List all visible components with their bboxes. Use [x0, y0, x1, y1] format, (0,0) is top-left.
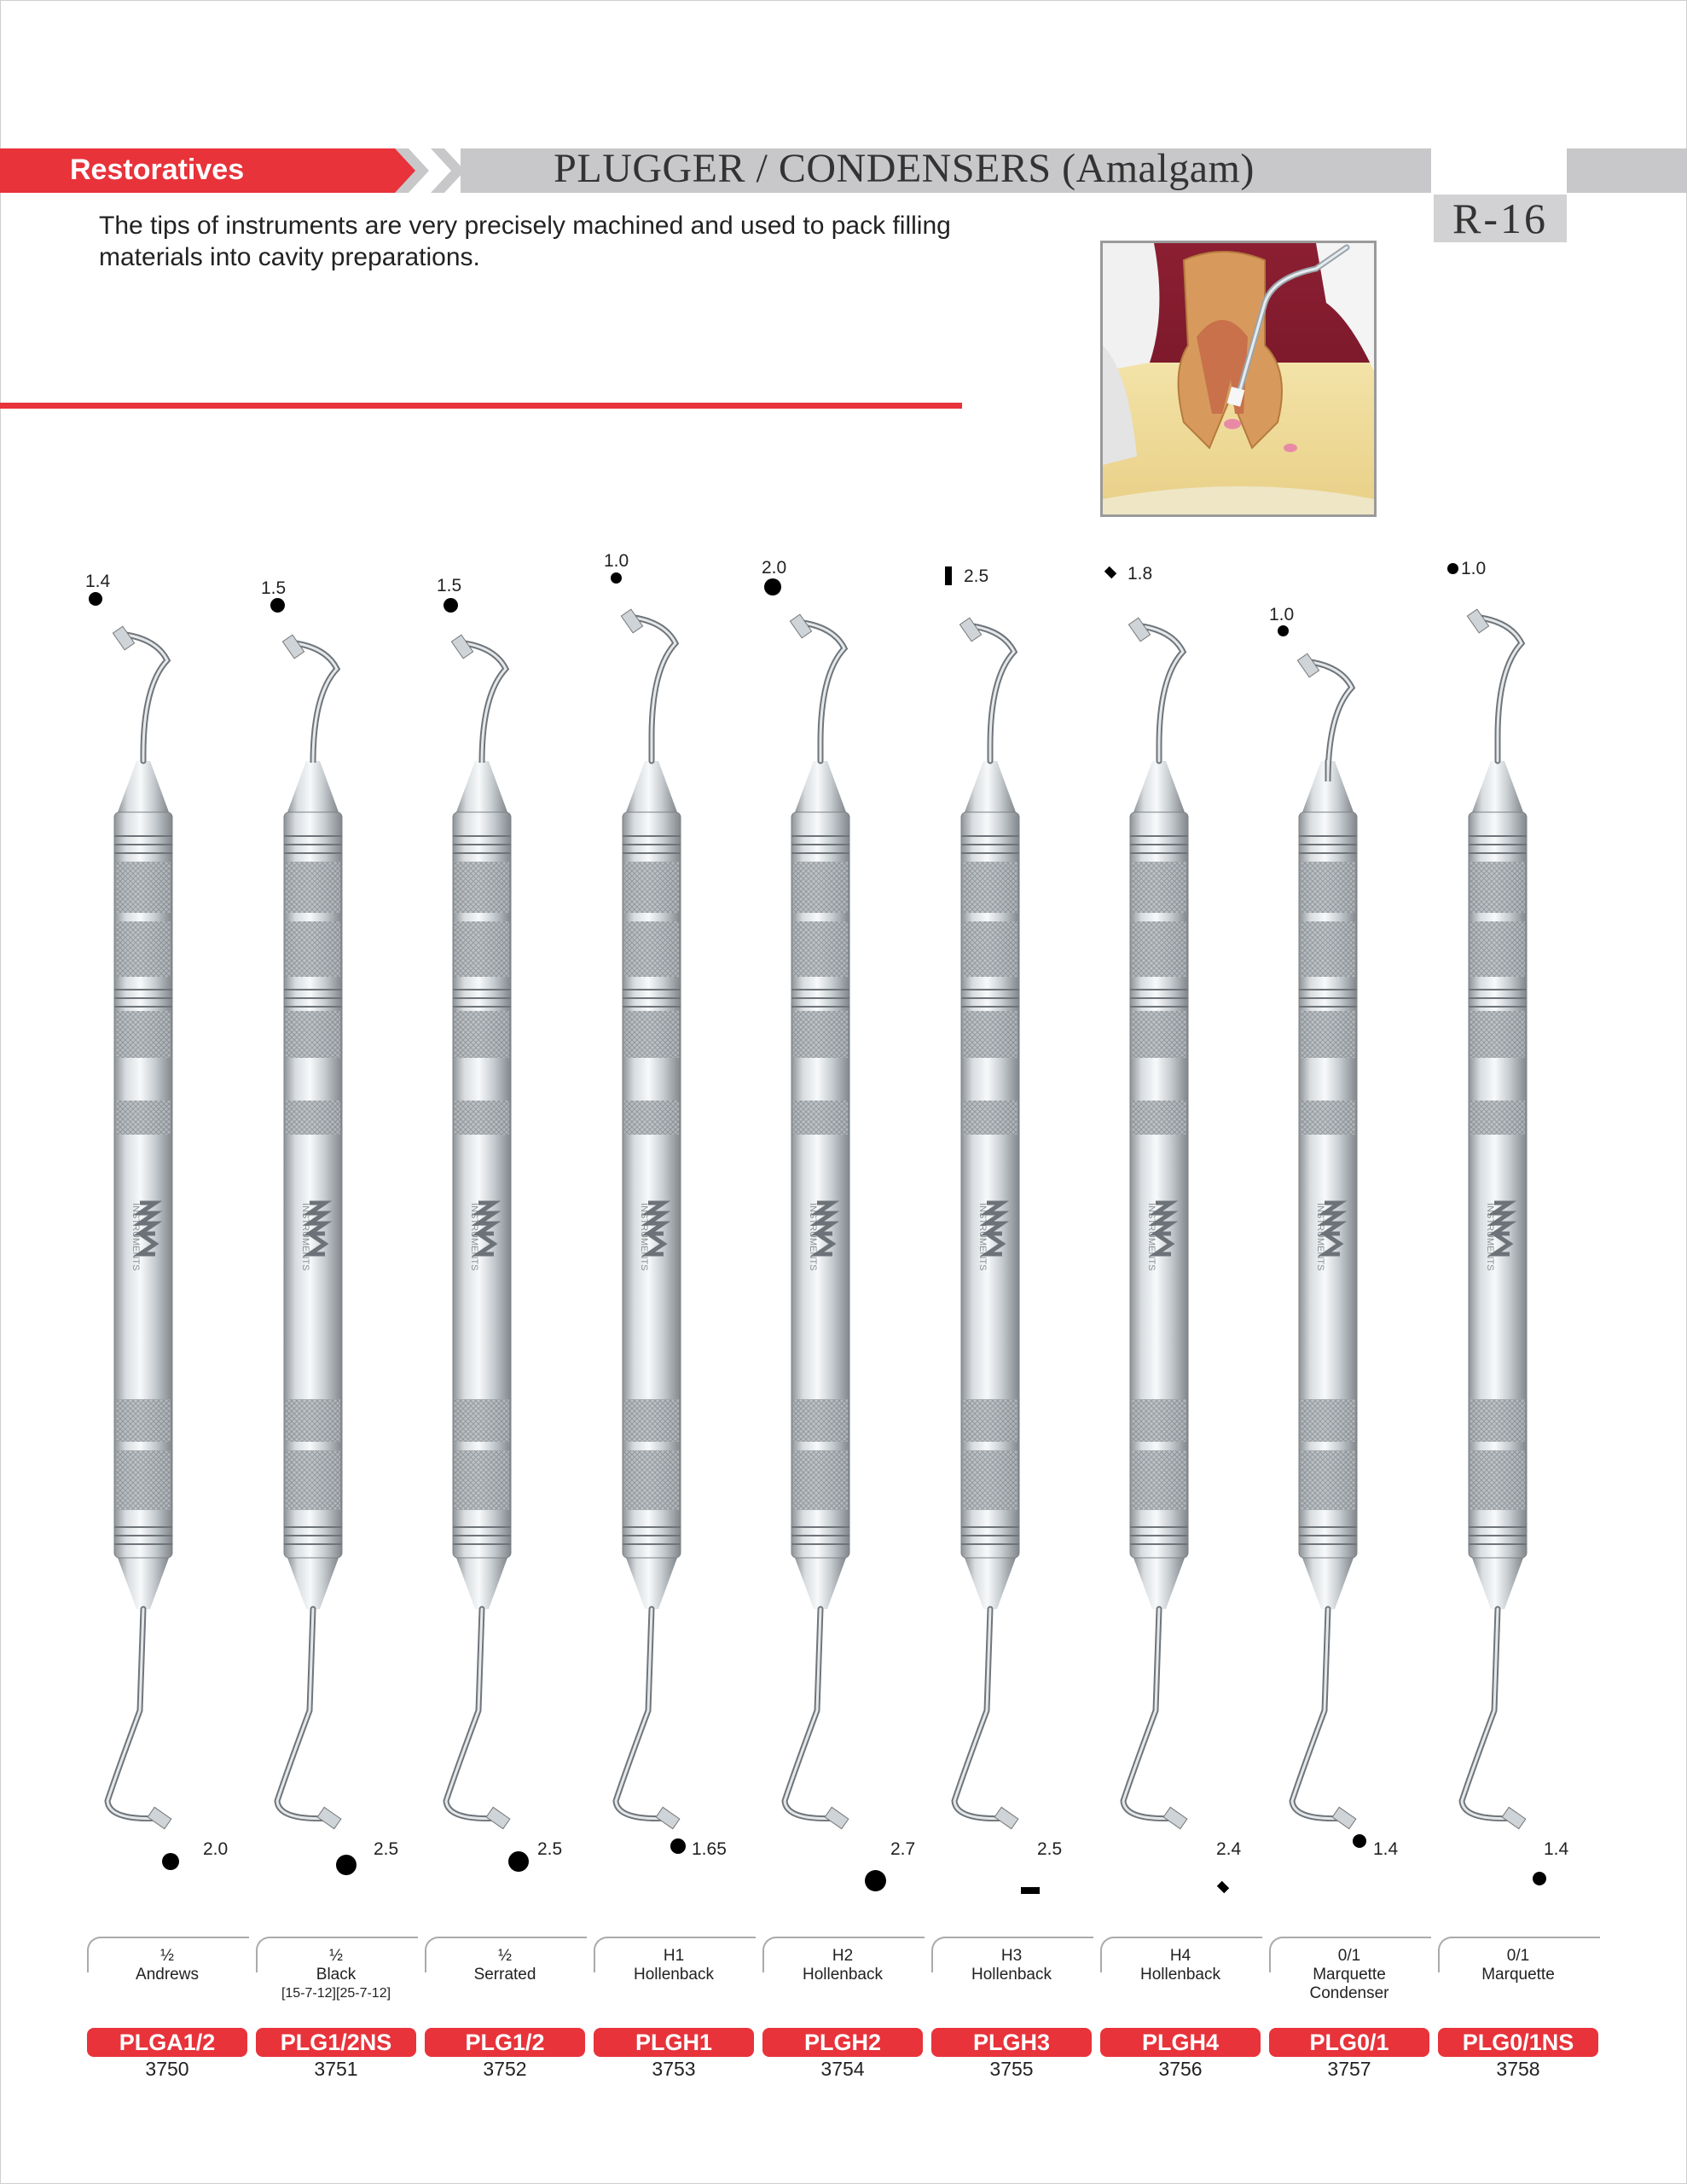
divider-rule: [0, 403, 962, 409]
bottom-tip-shape-icon: [1353, 1834, 1366, 1848]
instrument[interactable]: [616, 609, 681, 1828]
brand-mark-text: INSTRUMENTS: [1485, 1203, 1495, 1271]
product-code-badge[interactable]: PLG0/1NS: [1438, 2028, 1598, 2057]
instrument-name-card: [256, 1937, 416, 2022]
top-tip-shape-icon: [764, 578, 781, 595]
instrument[interactable]: [1462, 609, 1527, 1828]
instrument-name: Black: [316, 1966, 357, 1984]
product-code-badge[interactable]: PLGH4: [1100, 2028, 1261, 2057]
page-title: PLUGGER / CONDENSERS (Amalgam): [554, 146, 1255, 191]
category-label: Restoratives: [70, 154, 245, 186]
top-tip-size: 1.5: [437, 576, 462, 595]
product-number: 3750: [145, 2058, 189, 2080]
instrument[interactable]: [1292, 653, 1357, 1828]
instrument-name: Andrews: [136, 1966, 199, 1984]
top-tip-size: 1.0: [604, 551, 629, 571]
instrument-name: Hollenback: [971, 1966, 1052, 1984]
instrument-size-label: ½: [329, 1947, 343, 1965]
product-code-badge[interactable]: PLG1/2NS: [256, 2028, 416, 2057]
page-code: R-16: [1434, 195, 1567, 242]
product-code-badge[interactable]: PLGH1: [594, 2028, 754, 2057]
product-number: 3756: [1158, 2058, 1203, 2080]
bottom-tip-size: 2.4: [1216, 1839, 1242, 1859]
instrument-name-card: [425, 1937, 585, 2022]
instrument-size-label: ½: [160, 1947, 174, 1965]
bottom-tip-shape-icon: [1021, 1887, 1040, 1894]
brand-mark-text: INSTRUMENTS: [1146, 1203, 1157, 1271]
bottom-tip-shape-icon: [1533, 1872, 1546, 1885]
top-tip-size: 1.8: [1128, 564, 1153, 584]
bottom-tip-size: 1.4: [1544, 1839, 1569, 1859]
product-code-badge[interactable]: PLGH3: [931, 2028, 1092, 2057]
instrument-name: Hollenback: [634, 1966, 714, 1984]
instrument-name-card: [87, 1937, 247, 2022]
product-number: 3752: [483, 2058, 527, 2080]
instrument-subname: [15-7-12][25-7-12]: [281, 1986, 391, 2001]
instrument-size-label: H1: [663, 1947, 685, 1965]
top-tip-size: 1.0: [1461, 559, 1487, 578]
product-number: 3757: [1327, 2058, 1371, 2080]
top-tip-shape-icon: [945, 566, 952, 585]
top-tip-shape-icon: [1447, 563, 1458, 574]
instrument[interactable]: [785, 614, 849, 1828]
instrument-name-card: [594, 1937, 754, 2022]
instrument-size-label: 0/1: [1506, 1947, 1530, 1965]
product-code-badge[interactable]: PLG0/1: [1269, 2028, 1429, 2057]
product-number: 3758: [1496, 2058, 1540, 2080]
product-number: 3755: [989, 2058, 1034, 2080]
top-tip-size: 2.0: [762, 558, 787, 578]
top-tip-shape-icon: [270, 598, 285, 613]
instrument[interactable]: [954, 618, 1019, 1828]
top-tip-size: 1.4: [85, 572, 111, 591]
instrument-name: Serrated: [473, 1966, 536, 1984]
product-code-badge[interactable]: PLG1/2: [425, 2028, 585, 2057]
instrument-name-card: [1269, 1937, 1429, 2022]
instrument-subname: Condenser: [1309, 1984, 1389, 2002]
bottom-tip-shape-icon: [336, 1855, 357, 1875]
top-tip-size: 1.5: [261, 578, 287, 598]
bottom-tip-size: 2.7: [890, 1839, 916, 1859]
brand-mark-text: INSTRUMENTS: [977, 1203, 988, 1271]
product-number: 3754: [820, 2058, 865, 2080]
bottom-tip-shape-icon: [865, 1870, 886, 1891]
instrument[interactable]: [277, 635, 342, 1828]
instrument-name: Hollenback: [1140, 1966, 1220, 1984]
bottom-tip-shape-icon: [670, 1838, 686, 1854]
bottom-tip-size: 2.5: [374, 1839, 399, 1859]
bottom-tip-size: 2.0: [203, 1839, 229, 1859]
brand-mark-text: INSTRUMENTS: [300, 1203, 310, 1271]
instrument-name-card: [1438, 1937, 1598, 2022]
bottom-tip-size: 2.5: [537, 1839, 563, 1859]
top-tip-size: 1.0: [1269, 605, 1295, 624]
bottom-tip-size: 2.5: [1037, 1839, 1063, 1859]
bottom-tip-size: 1.65: [692, 1839, 727, 1859]
instrument-name-card: [931, 1937, 1092, 2022]
instrument-size-label: H3: [1000, 1947, 1023, 1965]
tooth-filling-illustration: [1100, 241, 1377, 517]
product-number: 3751: [314, 2058, 358, 2080]
instrument-size-label: H4: [1169, 1947, 1191, 1965]
instrument-name-card: [1100, 1937, 1261, 2022]
instrument-name: Marquette: [1481, 1966, 1555, 1984]
product-code-badge[interactable]: PLGH2: [762, 2028, 923, 2057]
top-tip-shape-icon: [611, 572, 622, 584]
brand-mark-text: INSTRUMENTS: [639, 1203, 649, 1271]
instrument-name-card: [762, 1937, 923, 2022]
instrument[interactable]: [107, 626, 172, 1828]
instrument-size-label: ½: [498, 1947, 512, 1965]
description: The tips of instruments are very precisely machined and used to pack filling materials into cavity preparations.: [99, 212, 951, 271]
brand-mark-text: INSTRUMENTS: [469, 1203, 479, 1271]
brand-mark-text: INSTRUMENTS: [808, 1203, 818, 1271]
instruments-svg: [0, 546, 1687, 1911]
bottom-tip-shape-icon: [162, 1853, 179, 1870]
instrument-name: Hollenback: [803, 1966, 883, 1984]
instrument-size-label: 0/1: [1337, 1947, 1361, 1965]
instrument-size-label: H2: [832, 1947, 854, 1965]
top-tip-shape-icon: [443, 598, 458, 613]
brand-mark-text: INSTRUMENTS: [1315, 1203, 1325, 1271]
bottom-tip-size: 1.4: [1373, 1839, 1399, 1859]
brand-mark-text: INSTRUMENTS: [130, 1203, 141, 1271]
product-number: 3753: [652, 2058, 696, 2080]
product-code-badge[interactable]: PLGA1/2: [87, 2028, 247, 2057]
bottom-tip-shape-icon: [508, 1851, 529, 1872]
instrument[interactable]: [446, 635, 511, 1828]
title-band-right: [1567, 148, 1687, 193]
top-tip-size: 2.5: [964, 566, 989, 586]
top-tip-shape-icon: [1278, 625, 1289, 636]
instrument-name: Marquette: [1313, 1966, 1386, 1984]
instrument[interactable]: [1123, 618, 1188, 1828]
top-tip-shape-icon: [89, 592, 102, 606]
